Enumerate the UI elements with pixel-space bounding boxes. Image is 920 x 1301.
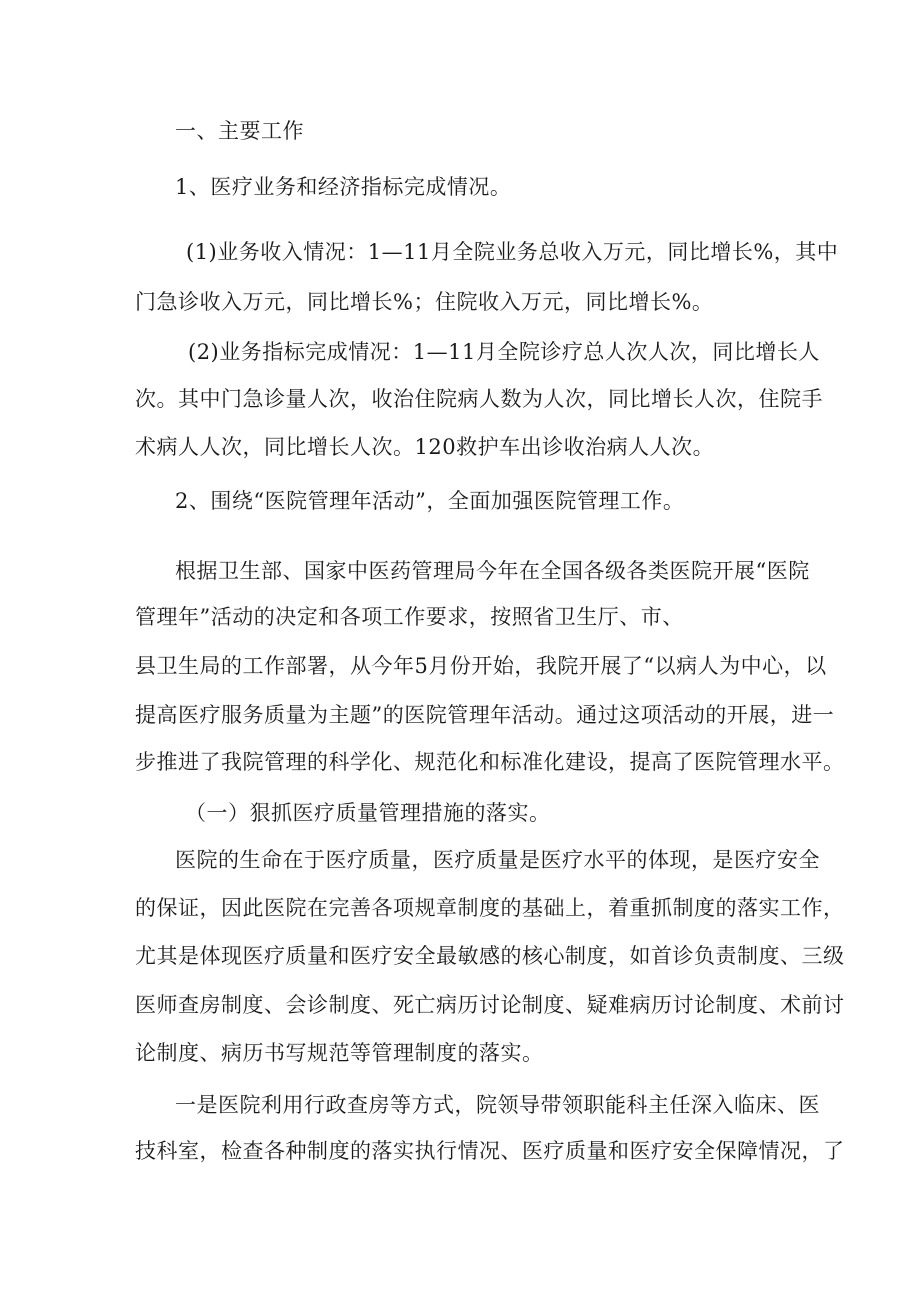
para4-line-4: 医师查房制度、会诊制度、死亡病历讨论制度、疑难病历讨论制度、术前讨 (135, 993, 845, 1017)
para5-line-2: 技科室，检查各种制度的落实执行情况、医疗质量和医疗安全保障情况，了 (135, 1139, 845, 1163)
heading-main: 一、主要工作 (175, 119, 304, 143)
item2-title: 2、围绕“医院管理年活动”，全面加强医院管理工作。 (175, 489, 685, 513)
para1-line-1: (1)业务收入情况：1—11月全院业务总收入万元，同比增长%，其中 (186, 240, 839, 264)
para3-line-3: 县卫生局的工作部署，从今年5月份开始，我院开展了“以病人为中心，以 (135, 654, 827, 678)
para4-line-5: 论制度、病历书写规范等管理制度的落实。 (135, 1041, 544, 1065)
para4-line-1: 医院的生命在于医疗质量，医疗质量是医疗水平的体现，是医疗安全 (175, 848, 820, 872)
sub-heading: （一）狠抓医疗质量管理措施的落实。 (185, 801, 551, 825)
para3-line-1: 根据卫生部、国家中医药管理局今年在全国各级各类医院开展“医院 (175, 559, 810, 583)
para3-line-2: 管理年”活动的决定和各项工作要求，按照省卫生厅、市、 (135, 605, 684, 629)
item1-title: 1、医疗业务和经济指标完成情况。 (175, 175, 512, 199)
para2-line-2: 次。其中门急诊量人次，收治住院病人数为人次，同比增长人次，住院手 (135, 387, 823, 411)
para2-line-1: (2)业务指标完成情况：1—11月全院诊疗总人次人次，同比增长人 (188, 340, 820, 364)
para2-line-3: 术病人人次，同比增长人次。120救护车出诊收治病人人次。 (135, 435, 715, 459)
para3-line-5: 步推进了我院管理的科学化、规范化和标准化建设，提高了医院管理水平。 (135, 750, 845, 774)
para4-line-3: 尤其是体现医疗质量和医疗安全最敏感的核心制度，如首诊负责制度、三级 (135, 944, 845, 968)
para4-line-2: 的保证，因此医院在完善各项规章制度的基础上，着重抓制度的落实工作， (135, 896, 845, 920)
para3-line-4: 提高医疗服务质量为主题”的医院管理年活动。通过这项活动的开展，进一 (135, 703, 835, 727)
para5-line-1: 一是医院利用行政查房等方式，院领导带领职能科主任深入临床、医 (175, 1093, 820, 1117)
para1-line-2: 门急诊收入万元，同比增长%；住院收入万元，同比增长%。 (135, 290, 714, 314)
